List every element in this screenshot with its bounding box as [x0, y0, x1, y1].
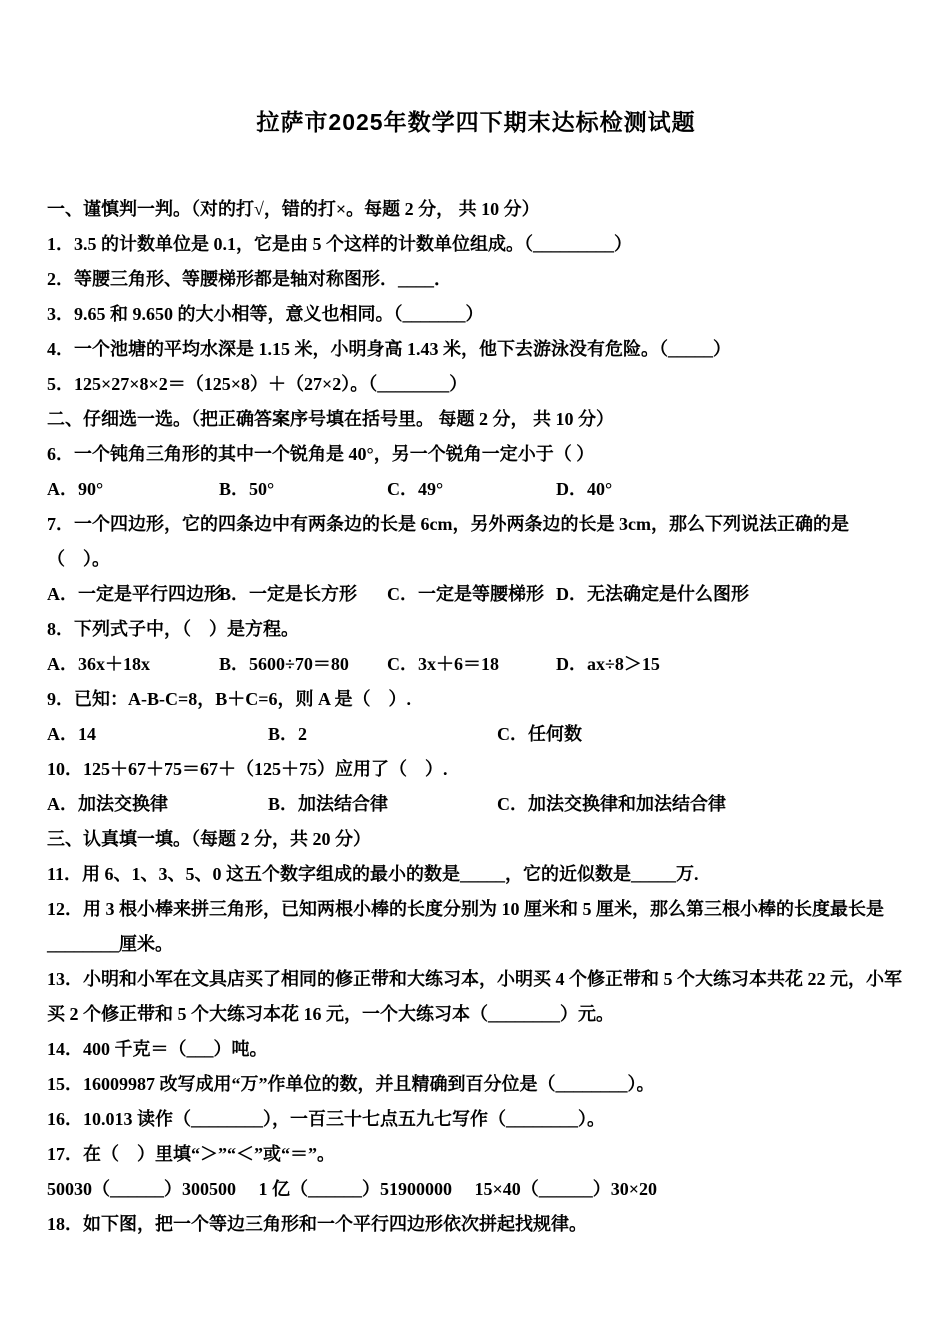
- question-7-options: [47, 577, 905, 612]
- question-4-text: 4．一个池塘的平均水深是 1.15 米，小明身高 1.43 米，他下去游泳没有危险。（_____）: [47, 339, 731, 359]
- question-9-option-b: B．2: [268, 724, 308, 744]
- question-7-option-b: B．一定是长方形: [219, 584, 358, 604]
- question-11-text: 11．用 6、1、3、5、0 这五个数字组成的最小的数是_____，它的近似数是_____万.: [47, 864, 699, 884]
- question-9-option-c: C．任何数: [497, 724, 582, 744]
- question-18-text: 18．如下图，把一个等边三角形和一个平行四边形依次拼起找规律。: [47, 1214, 587, 1234]
- question-17-comparison-row: 50030（______）300500 1 亿（______）51900000 15×40（______）30×20: [47, 1179, 658, 1199]
- question-8-option-d: D．ax÷8＞15: [556, 654, 660, 674]
- question-8-option-a: A．36x＋18x: [47, 654, 150, 674]
- question-10-option-c: C．加法交换律和加法结合律: [497, 794, 726, 814]
- question-8-option-b: B．5600÷70＝80: [219, 654, 349, 674]
- question-8-stem: 8．下列式子中，（ ）是方程。: [47, 619, 299, 639]
- exam-title: 拉萨市2025年数学四下期末达标检测试题: [256, 109, 696, 135]
- question-16-text: 16．10.013 读作（________），一百三十七点五九七写作（________）。: [47, 1109, 605, 1129]
- question-10-options: [47, 787, 905, 822]
- question-7-option-d: D．无法确定是什么图形: [556, 584, 749, 604]
- question-1-text: 1．3.5 的计数单位是 0.1，它是由 5 个这样的计数单位组成。（_________）: [47, 234, 632, 254]
- question-6-option-b: B．50°: [219, 479, 275, 499]
- question-3-text: 3．9.65 和 9.650 的大小相等，意义也相同。（_______）: [47, 304, 484, 324]
- question-6-option-c: C．49°: [387, 479, 444, 499]
- question-2-text: 2．等腰三角形、等腰梯形都是轴对称图形．____．: [47, 269, 452, 289]
- question-10-option-b: B．加法结合律: [268, 794, 389, 814]
- question-9-option-a: A．14: [47, 724, 96, 744]
- section-3-heading: 三、认真填一填。（每题 2 分，共 20 分）: [47, 829, 371, 849]
- question-15-text: 15．16009987 改写成用“万”作单位的数，并且精确到百分位是（________）。: [47, 1074, 655, 1094]
- question-12-text: 12．用 3 根小棒来拼三角形，已知两根小棒的长度分别为 10 厘米和 5 厘米，那么第三根小棒的长度最长是________厘米。: [47, 899, 884, 954]
- section-1-heading: 一、谨慎判一判。（对的打√，错的打×。每题 2 分， 共 10 分）: [47, 199, 540, 219]
- question-9-options: [47, 717, 905, 752]
- question-6-stem: 6．一个钝角三角形的其中一个锐角是 40°，另一个锐角一定小于（ ）: [47, 444, 595, 464]
- question-10-stem: 10．125＋67＋75＝67＋（125＋75）应用了（ ）.: [47, 759, 448, 779]
- question-17-text: 17．在（ ）里填“＞”“＜”或“＝”。: [47, 1144, 335, 1164]
- question-6-options: [47, 472, 905, 507]
- question-6-option-d: D．40°: [556, 479, 613, 499]
- question-7-stem: 7．一个四边形，它的四条边中有两条边的长是 6cm，另外两条边的长是 3cm，那么下列说法正确的是（ ）。: [47, 514, 849, 569]
- question-14-text: 14．400 千克＝（___）吨。: [47, 1039, 268, 1059]
- question-7-option-c: C．一定是等腰梯形: [387, 584, 544, 604]
- question-7-option-a: A．一定是平行四边形: [47, 584, 222, 604]
- question-13-text: 13．小明和小军在文具店买了相同的修正带和大练习本，小明买 4 个修正带和 5 个大练习本共花 22 元，小军买 2 个修正带和 5 个大练习本花 16 元，一个大练习本（________）元。: [47, 969, 902, 1024]
- question-9-stem: 9．已知：A-B-C=8，B＋C=6，则 A 是（ ）.: [47, 689, 412, 709]
- question-8-options: [47, 647, 905, 682]
- section-2-heading: 二、仔细选一选。（把正确答案序号填在括号里。 每题 2 分， 共 10 分）: [47, 409, 614, 429]
- question-10-option-a: A．加法交换律: [47, 794, 168, 814]
- question-5-text: 5．125×27×8×2＝（125×8）＋（27×2）。（________）: [47, 374, 468, 394]
- question-6-option-a: A．90°: [47, 479, 104, 499]
- question-8-option-c: C．3x＋6＝18: [387, 654, 499, 674]
